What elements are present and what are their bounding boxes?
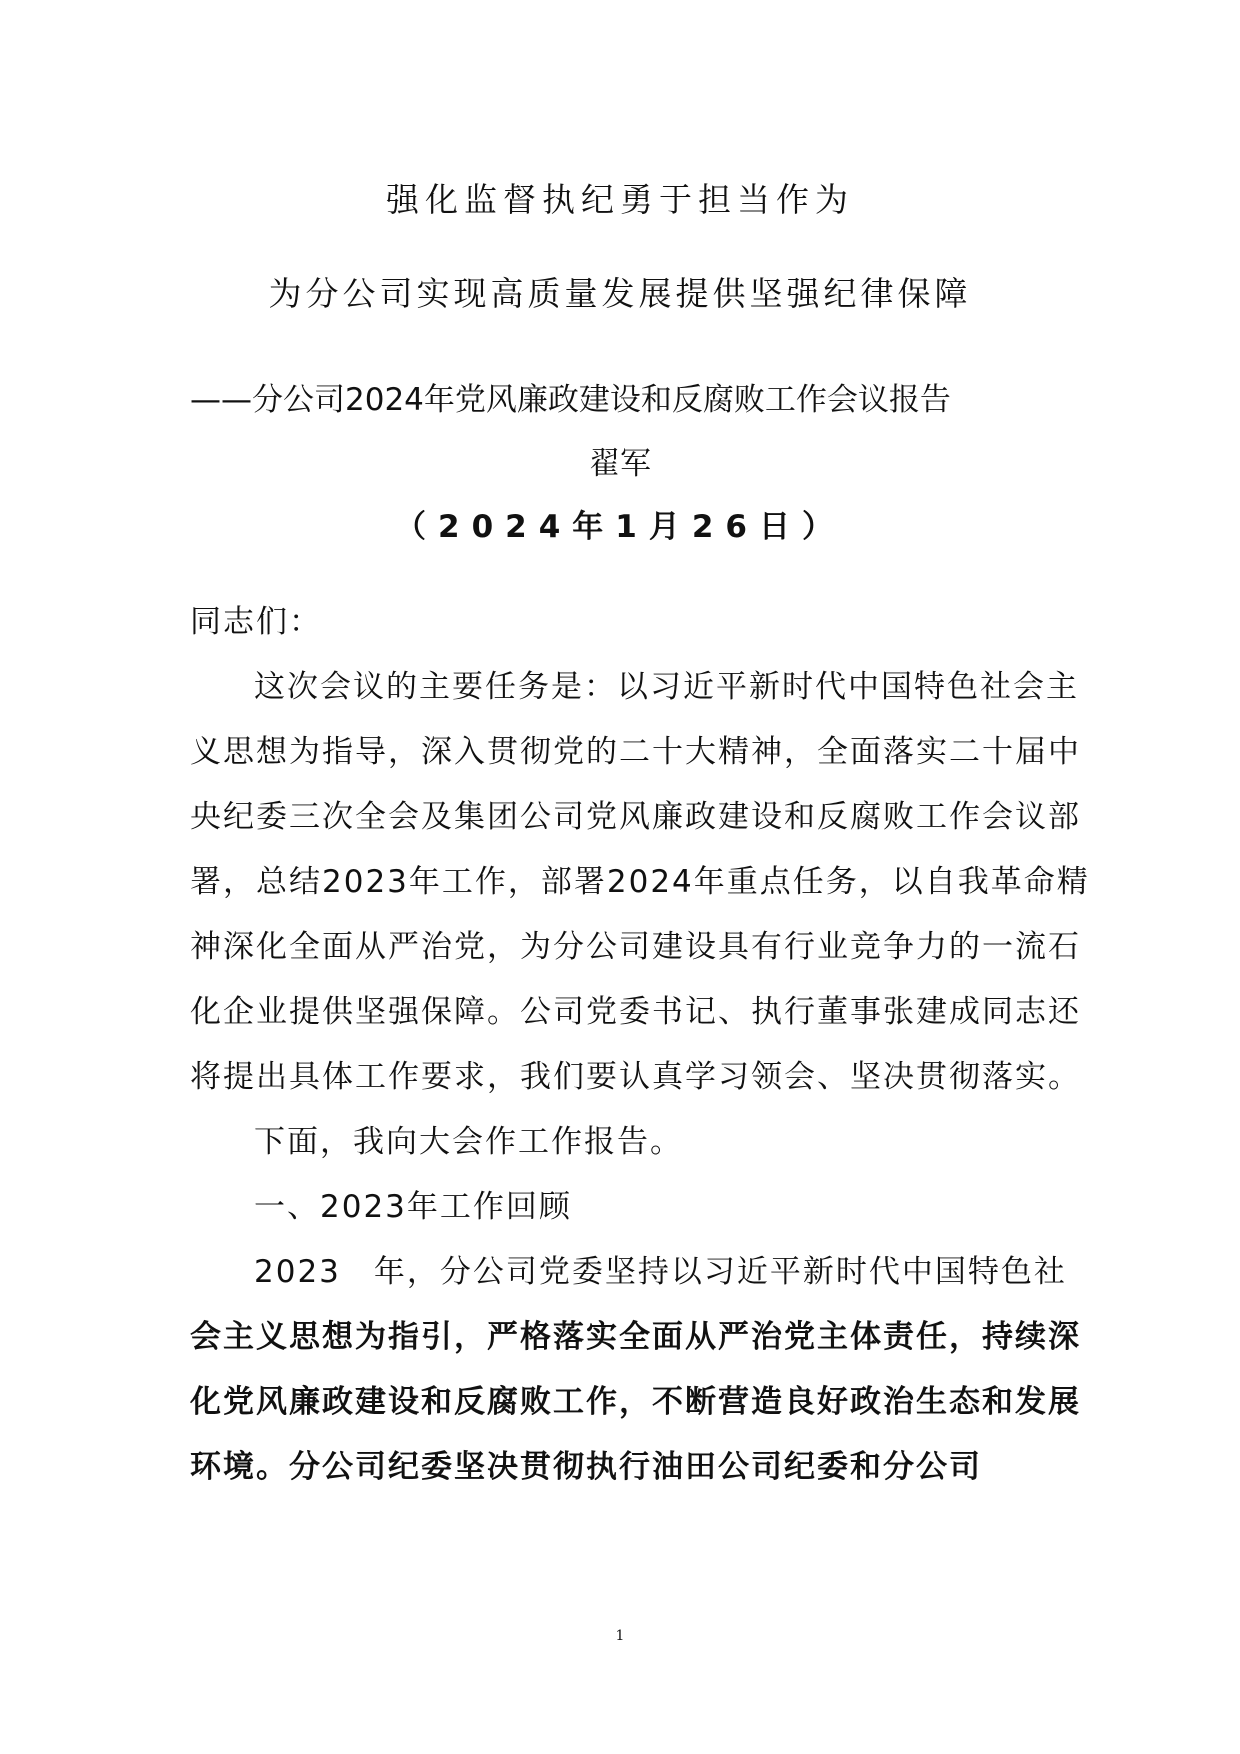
document-title-line2: 为分公司实现高质量发展提供坚强纪律保障 xyxy=(268,274,972,313)
salutation: 同志们： xyxy=(190,604,322,640)
document-subtitle: ——分公司2024年党风廉政建设和反腐败工作会议报告 xyxy=(190,382,951,418)
page-number: 1 xyxy=(615,1628,625,1644)
paragraph-review-bold: 会主义思想为指引，严格落实全面从严治党主体责任，持续深化党风廉政建设和反腐败工作，不断营造良好政治生态和发展环境。分公司纪委坚决贯彻执行油田公司纪委和分公司 xyxy=(190,1319,1081,1485)
paragraph-intro: 这次会议的主要任务是：以习近平新时代中国特色社会主义思想为指导，深入贯彻党的二十大精神，全面落实二十届中央纪委三次全会及集团公司党风廉政建设和反腐败工作会议部署，总结2023年工作，部署2024年重点任务，以自我革命精神深化全面从严治党，为分公司建设具有行业竞争力的一流石化企业提供坚强保障。公司党委书记、执行董事张建成同志还将提出具体工作要求，我们要认真学习领会、坚决贯彻落实。 xyxy=(190,669,1090,1095)
document-author: 翟军 xyxy=(589,446,651,482)
paragraph-review-start: 2023 年，分公司党委坚持以习近平新时代中国特色社 xyxy=(254,1254,1067,1290)
section-heading: 一、2023年工作回顾 xyxy=(254,1189,572,1225)
paragraph-report-intro: 下面，我向大会作工作报告。 xyxy=(254,1124,683,1160)
document-title-line1: 强化监督执纪勇于担当作为 xyxy=(386,180,854,219)
document-date: （2024年1月26日） xyxy=(395,509,845,545)
